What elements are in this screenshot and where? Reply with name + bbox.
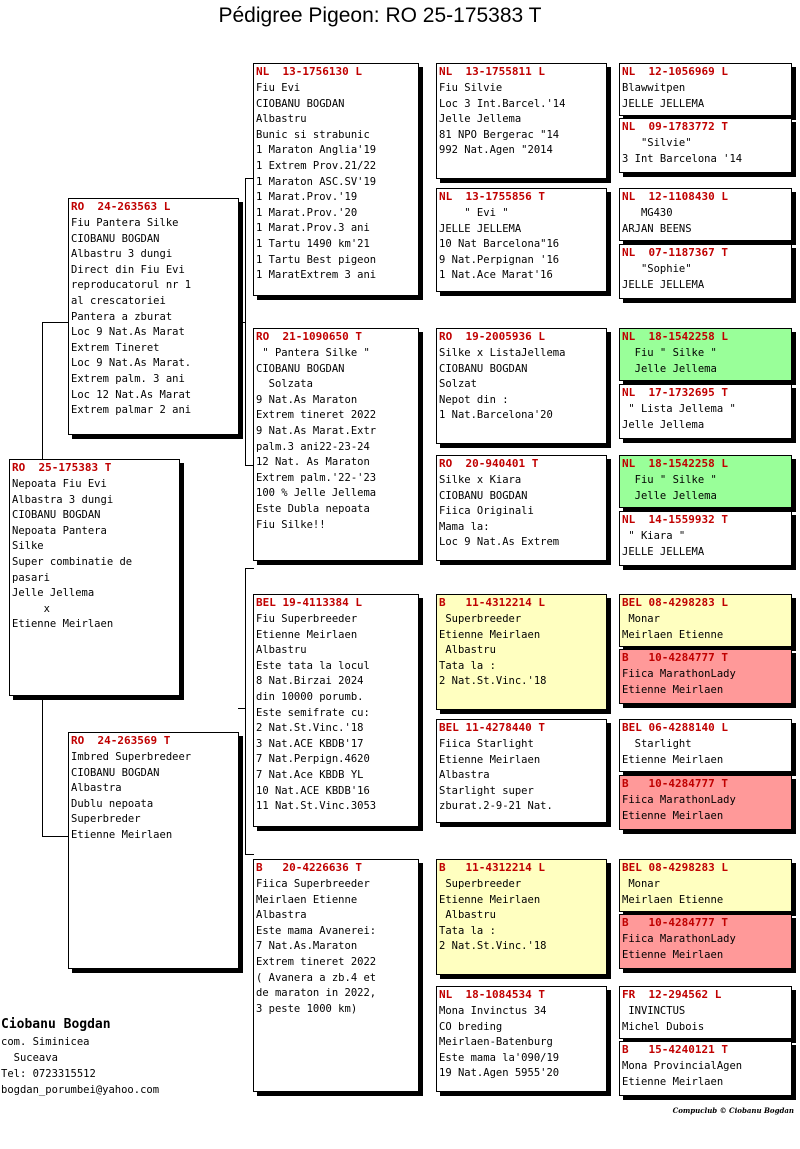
text-line: Fiica Superbreeder — [256, 878, 370, 890]
great-great-grandparent-card — [619, 384, 792, 439]
card-lines — [620, 204, 791, 237]
text-line: CO breding — [439, 1020, 503, 1033]
text-line: Meirlaen Etienne — [622, 893, 724, 906]
text-line: Nepot din : — [439, 393, 509, 406]
text-line: Nepoata Fiu Evi — [12, 478, 107, 490]
great-grandparent-card — [436, 719, 607, 823]
card-lines — [10, 475, 179, 633]
card-lines — [254, 875, 418, 1017]
text-line: Este Dubla nepoata — [256, 502, 370, 515]
text-line: 9 Nat.As Marat.Extr — [256, 424, 377, 437]
great-great-grandparent-card — [619, 511, 792, 566]
ring-number: NL 17-1732695 T — [622, 386, 728, 399]
text-line: Pantera a zburat — [71, 310, 173, 323]
text-line: Fiica MarathonLady — [622, 668, 736, 680]
text-line: Este tata la locul — [256, 659, 370, 672]
text-line: bogdan_porumbei@yahoo.com — [1, 1084, 160, 1096]
text-line: Jelle Jellema — [622, 418, 705, 431]
great-great-grandparent-card — [619, 859, 792, 912]
connector — [42, 322, 43, 460]
text-line: 10 Nat.ACE KBDB'16 — [256, 784, 370, 797]
card-lines — [254, 610, 418, 815]
text-line: Direct din Fiu Evi — [71, 263, 185, 276]
text-line: Jelle Jellema — [439, 113, 522, 126]
text-line: 3 peste 1000 km) — [256, 1002, 358, 1015]
text-line: Loc 12 Nat.As Marat — [71, 388, 192, 401]
ring-number: FR 12-294562 L — [622, 988, 722, 1001]
text-line: Etienne Meirlaen — [439, 628, 541, 641]
text-line: Fiu Evi — [256, 82, 301, 94]
text-line: 19 Nat.Agen 5955'20 — [439, 1067, 560, 1080]
card-lines — [437, 1002, 606, 1082]
dam-card — [68, 732, 239, 969]
ring-number: NL 14-1559932 T — [622, 513, 728, 526]
card-lines — [620, 260, 791, 293]
ring-number: RO 19-2005936 L — [439, 330, 545, 343]
text-line: Extrem palm. 3 ani — [71, 372, 185, 385]
text-line: Fiu Silvie — [439, 82, 503, 94]
text-line: Solzat — [439, 378, 477, 391]
ring-number: NL 07-1187367 T — [622, 246, 728, 259]
ring-number: RO 25-175383 T — [12, 461, 112, 474]
great-great-grandparent-card — [619, 188, 792, 241]
text-line: al crescatoriei — [71, 294, 166, 307]
ring-number: NL 13-1755811 L — [439, 65, 545, 78]
text-line: CIOBANU BOGDAN — [71, 766, 160, 779]
text-line: Blawwitpen — [622, 82, 686, 94]
great-grandparent-card — [436, 594, 607, 710]
card-lines — [254, 79, 418, 284]
text-line: JELLE JELLEMA — [439, 222, 522, 235]
card-lines — [620, 1057, 791, 1090]
ring-number: NL 18-1542258 L — [622, 457, 728, 470]
text-line: x — [12, 602, 50, 615]
text-line: Solzata — [256, 378, 313, 391]
text-line: 2 Nat.St.Vinc.'18 — [439, 940, 547, 953]
ring-number: NL 12-1056969 L — [622, 65, 728, 78]
text-line: Fiu Pantera Silke — [71, 217, 179, 229]
card-lines — [254, 344, 418, 533]
text-line: CIOBANU BOGDAN — [439, 362, 528, 375]
great-great-grandparent-card — [619, 775, 792, 830]
text-line: 10 Nat Barcelona"16 — [439, 238, 560, 251]
ring-number: RO 24-263563 L — [71, 200, 171, 213]
great-grandparent-card — [436, 188, 607, 292]
text-line: Jelle Jellema — [12, 587, 95, 600]
text-line: Jelle Jellema — [622, 489, 717, 502]
text-line: 1 Nat.Ace Marat'16 — [439, 269, 553, 282]
ring-number: B 20-4226636 T — [256, 861, 362, 874]
ring-number: B 10-4284777 T — [622, 916, 728, 929]
text-line: Loc 9 Nat.As Marat — [71, 326, 185, 339]
text-line: Este mama Avanerei: — [256, 924, 377, 937]
text-line: INVINCTUS — [622, 1005, 686, 1017]
text-line: Superbreeder — [439, 878, 522, 890]
text-line: zburat.2-9-21 Nat. — [439, 800, 553, 813]
ring-number: B 15-4240121 T — [622, 1043, 728, 1056]
text-line: 1 Nat.Barcelona'20 — [439, 409, 553, 422]
text-line: "Silvie" — [622, 137, 692, 149]
text-line: Silke — [12, 540, 44, 553]
footer-credit: Compuclub © Ciobanu Bogdan — [672, 1106, 794, 1115]
card-lines — [620, 610, 791, 643]
text-line: JELLE JELLEMA — [622, 278, 705, 291]
connector — [42, 698, 43, 836]
card-lines — [620, 344, 791, 377]
connector — [245, 854, 254, 855]
ring-number: B 10-4284777 T — [622, 651, 728, 664]
text-line: Fiica Starlight — [439, 738, 534, 750]
text-line: Extrem tineret 2022 — [256, 409, 377, 422]
owner-address — [1, 1034, 159, 1098]
granddam-paternal-card — [253, 328, 419, 561]
text-line: din 10000 porumb. — [256, 690, 364, 703]
text-line: ARJAN BEENS — [622, 222, 692, 235]
card-lines — [69, 214, 238, 419]
text-line: pasari — [12, 571, 50, 584]
sire-card — [68, 198, 239, 435]
card-lines — [620, 791, 791, 824]
text-line: Este semifrate cu: — [256, 706, 370, 719]
text-line: Etienne Meirlaen — [71, 828, 173, 841]
text-line: ( Avanera a zb.4 et — [256, 971, 377, 984]
page-title: Pédigree Pigeon: RO 25-175383 T — [218, 4, 542, 27]
text-line: Etienne Meirlaen — [622, 948, 724, 961]
text-line: Extrem Tineret — [71, 341, 160, 354]
text-line: Albastra — [71, 782, 122, 795]
text-line: 992 Nat.Agen "2014 — [439, 144, 553, 157]
card-lines — [620, 875, 791, 908]
granddam-maternal-card — [253, 859, 419, 1092]
text-line: Michel Dubois — [622, 1020, 705, 1033]
great-great-grandparent-card — [619, 986, 792, 1039]
text-line: Loc 9 Nat.As Extrem — [439, 536, 560, 549]
ring-number: B 11-4312214 L — [439, 596, 545, 609]
text-line: Extrem tineret 2022 — [256, 955, 377, 968]
text-line: Meirlaen-Batenburg — [439, 1036, 553, 1049]
great-grandparent-card — [436, 859, 607, 975]
card-lines — [437, 735, 606, 815]
text-line: 12 Nat. As Maraton — [256, 456, 370, 469]
text-line: JELLE JELLEMA — [622, 545, 705, 558]
text-line: Super combinatie de — [12, 555, 133, 568]
ring-number: BEL 08-4298283 L — [622, 861, 728, 874]
connector — [245, 568, 246, 854]
text-line: Dublu nepoata — [71, 797, 154, 810]
text-line: 1 Marat.Prov.'19 — [256, 191, 358, 204]
text-line: de maraton in 2022, — [256, 987, 377, 1000]
ring-number: RO 20-940401 T — [439, 457, 539, 470]
ring-number: NL 18-1084534 T — [439, 988, 545, 1001]
card-lines — [620, 134, 791, 167]
ring-number: BEL 06-4288140 L — [622, 721, 728, 734]
text-line: Fiu Superbreeder — [256, 613, 358, 625]
ring-number: RO 21-1090650 T — [256, 330, 362, 343]
text-line: Albastra — [256, 909, 307, 922]
text-line: Etienne Meirlaen — [439, 753, 541, 766]
text-line: " Pantera Silke " — [256, 347, 370, 359]
text-line: Meirlaen Etienne — [622, 628, 724, 641]
great-grandparent-card — [436, 63, 607, 179]
owner-info — [1, 1016, 159, 1098]
great-great-grandparent-card — [619, 649, 792, 704]
text-line: Etienne Meirlaen — [622, 1075, 724, 1088]
text-line: Monar — [622, 613, 660, 625]
text-line: Albastru 3 dungi — [71, 248, 173, 261]
text-line: 8 Nat.Birzai 2024 — [256, 675, 364, 688]
text-line: Fiu " Silke " — [622, 347, 717, 359]
ring-number: NL 12-1108430 L — [622, 190, 728, 203]
great-grandparent-card — [436, 455, 607, 561]
text-line: 1 Extrem Prov.21/22 — [256, 159, 377, 172]
text-line: Fiica MarathonLady — [622, 933, 736, 945]
text-line: 9 Nat.As Maraton — [256, 393, 358, 406]
card-lines — [620, 1002, 791, 1035]
text-line: Tata la : — [439, 659, 496, 672]
text-line: 2 Nat.St.Vinc.'18 — [256, 722, 364, 735]
great-grandparent-card — [436, 328, 607, 444]
text-line: 2 Nat.St.Vinc.'18 — [439, 675, 547, 688]
ring-number: B 11-4312214 L — [439, 861, 545, 874]
text-line: Etienne Meirlaen — [256, 628, 358, 641]
great-grandparent-card — [436, 986, 607, 1092]
card-lines — [437, 204, 606, 284]
text-line: Etienne Meirlaen — [622, 809, 724, 822]
card-lines — [620, 79, 791, 112]
text-line: 1 MaratExtrem 3 ani — [256, 269, 377, 282]
text-line: Suceava — [1, 1052, 58, 1064]
text-line: 100 % Jelle Jellema — [256, 487, 377, 500]
great-great-grandparent-card — [619, 328, 792, 381]
card-lines — [620, 400, 791, 433]
text-line: Silke x Kiara — [439, 474, 522, 486]
text-line: CIOBANU BOGDAN — [256, 97, 345, 110]
ring-number: B 10-4284777 T — [622, 777, 728, 790]
ring-number: BEL 19-4113384 L — [256, 596, 362, 609]
card-lines — [437, 875, 606, 955]
ring-number: BEL 11-4278440 T — [439, 721, 545, 734]
text-line: Etienne Meirlaen — [12, 618, 114, 631]
owner-name: Ciobanu Bogdan — [1, 1017, 111, 1032]
card-lines — [437, 471, 606, 551]
card-lines — [437, 344, 606, 424]
text-line: 3 Nat.ACE KBDB'17 — [256, 737, 364, 750]
text-line: Loc 3 Int.Barcel.'14 — [439, 97, 566, 110]
text-line: 1 Tartu Best pigeon — [256, 253, 377, 266]
text-line: Albastru — [256, 113, 307, 126]
great-great-grandparent-card — [619, 455, 792, 508]
text-line: Bunic si strabunic — [256, 128, 370, 141]
text-line: Tel: 0723315512 — [1, 1068, 96, 1080]
text-line: 1 Maraton Anglia'19 — [256, 144, 377, 157]
text-line: 1 Tartu 1490 km'21 — [256, 237, 370, 250]
ring-number: NL 09-1783772 T — [622, 120, 728, 133]
text-line: Mona ProvincialAgen — [622, 1060, 743, 1072]
text-line: Superbreeder — [439, 613, 522, 625]
connector — [238, 322, 245, 323]
great-great-grandparent-card — [619, 118, 792, 173]
text-line: CIOBANU BOGDAN — [439, 489, 528, 502]
connector — [42, 322, 69, 323]
card-lines — [620, 527, 791, 560]
ring-number: NL 13-1756130 L — [256, 65, 362, 78]
card-lines — [69, 748, 238, 844]
text-line: Fiica MarathonLady — [622, 794, 736, 806]
grandsire-maternal-card — [253, 594, 419, 827]
great-great-grandparent-card — [619, 63, 792, 116]
text-line: Etienne Meirlaen — [622, 683, 724, 696]
great-great-grandparent-card — [619, 244, 792, 299]
text-line: Starlight super — [439, 784, 534, 797]
connector — [245, 178, 246, 465]
text-line: Monar — [622, 878, 660, 890]
text-line: Nepoata Pantera — [12, 524, 107, 537]
text-line: Superbreder — [71, 813, 141, 826]
text-line: 7 Nat.Ace KBDB YL — [256, 768, 364, 781]
text-line: 3 Int Barcelona '14 — [622, 152, 743, 165]
card-lines — [620, 665, 791, 698]
ring-number: RO 24-263569 T — [71, 734, 171, 747]
text-line: Imbred Superbredeer — [71, 751, 192, 763]
great-great-grandparent-card — [619, 719, 792, 772]
text-line: com. Siminicea — [1, 1036, 90, 1048]
card-lines — [620, 735, 791, 768]
great-great-grandparent-card — [619, 594, 792, 647]
text-line: 7 Nat.Perpign.4620 — [256, 753, 370, 766]
text-line: 1 Maraton ASC.SV'19 — [256, 175, 377, 188]
great-great-grandparent-card — [619, 914, 792, 969]
grandsire-paternal-card — [253, 63, 419, 296]
text-line: " Evi " — [439, 207, 509, 219]
text-line: Etienne Meirlaen — [622, 753, 724, 766]
text-line: Fiica Originali — [439, 505, 534, 518]
text-line: Mona Invinctus 34 — [439, 1005, 547, 1017]
text-line: Silke x ListaJellema — [439, 347, 566, 359]
card-lines — [437, 79, 606, 159]
connector — [245, 568, 254, 569]
text-line: 9 Nat.Perpignan '16 — [439, 253, 560, 266]
text-line: "Sophie" — [622, 263, 692, 275]
text-line: CIOBANU BOGDAN — [71, 232, 160, 245]
text-line: Extrem palmar 2 ani — [71, 404, 192, 417]
text-line: " Kiara " — [622, 530, 686, 542]
connector — [42, 836, 69, 837]
card-lines — [620, 930, 791, 963]
text-line: Albastru — [439, 644, 496, 657]
card-lines — [620, 471, 791, 504]
text-line: reproducatorul nr 1 — [71, 279, 192, 292]
text-line: Meirlaen Etienne — [256, 893, 358, 906]
text-line: Tata la : — [439, 924, 496, 937]
text-line: palm.3 ani22-23-24 — [256, 440, 370, 453]
text-line: Etienne Meirlaen — [439, 893, 541, 906]
text-line: Albastru — [256, 644, 307, 657]
subject-card — [9, 459, 180, 696]
text-line: Este mama la'090/19 — [439, 1051, 560, 1064]
text-line: 1 Marat.Prov.3 ani — [256, 222, 370, 235]
text-line: MG430 — [622, 207, 673, 219]
text-line: " Lista Jellema " — [622, 403, 736, 415]
text-line: Albastra — [439, 769, 490, 782]
text-line: JELLE JELLEMA — [622, 97, 705, 110]
text-line: Mama la: — [439, 520, 490, 533]
text-line: 81 NPO Bergerac "14 — [439, 128, 560, 141]
text-line: Fiu " Silke " — [622, 474, 717, 486]
great-great-grandparent-card — [619, 1041, 792, 1096]
ring-number: NL 13-1755856 T — [439, 190, 545, 203]
text-line: Loc 9 Nat.As Marat. — [71, 357, 192, 370]
card-lines — [437, 610, 606, 690]
connector — [238, 708, 245, 709]
text-line: Jelle Jellema — [622, 362, 717, 375]
text-line: Starlight — [622, 738, 692, 750]
ring-number: BEL 08-4298283 L — [622, 596, 728, 609]
ring-number: NL 18-1542258 L — [622, 330, 728, 343]
text-line: 7 Nat.As.Maraton — [256, 940, 358, 953]
text-line: Fiu Silke!! — [256, 518, 326, 531]
text-line: 11 Nat.St.Vinc.3053 — [256, 800, 377, 813]
text-line: Albastra 3 dungi — [12, 493, 114, 506]
text-line: CIOBANU BOGDAN — [12, 509, 101, 522]
text-line: CIOBANU BOGDAN — [256, 362, 345, 375]
text-line: Albastru — [439, 909, 496, 922]
text-line: 1 Marat.Prov.'20 — [256, 206, 358, 219]
text-line: Extrem palm.'22-'23 — [256, 471, 377, 484]
